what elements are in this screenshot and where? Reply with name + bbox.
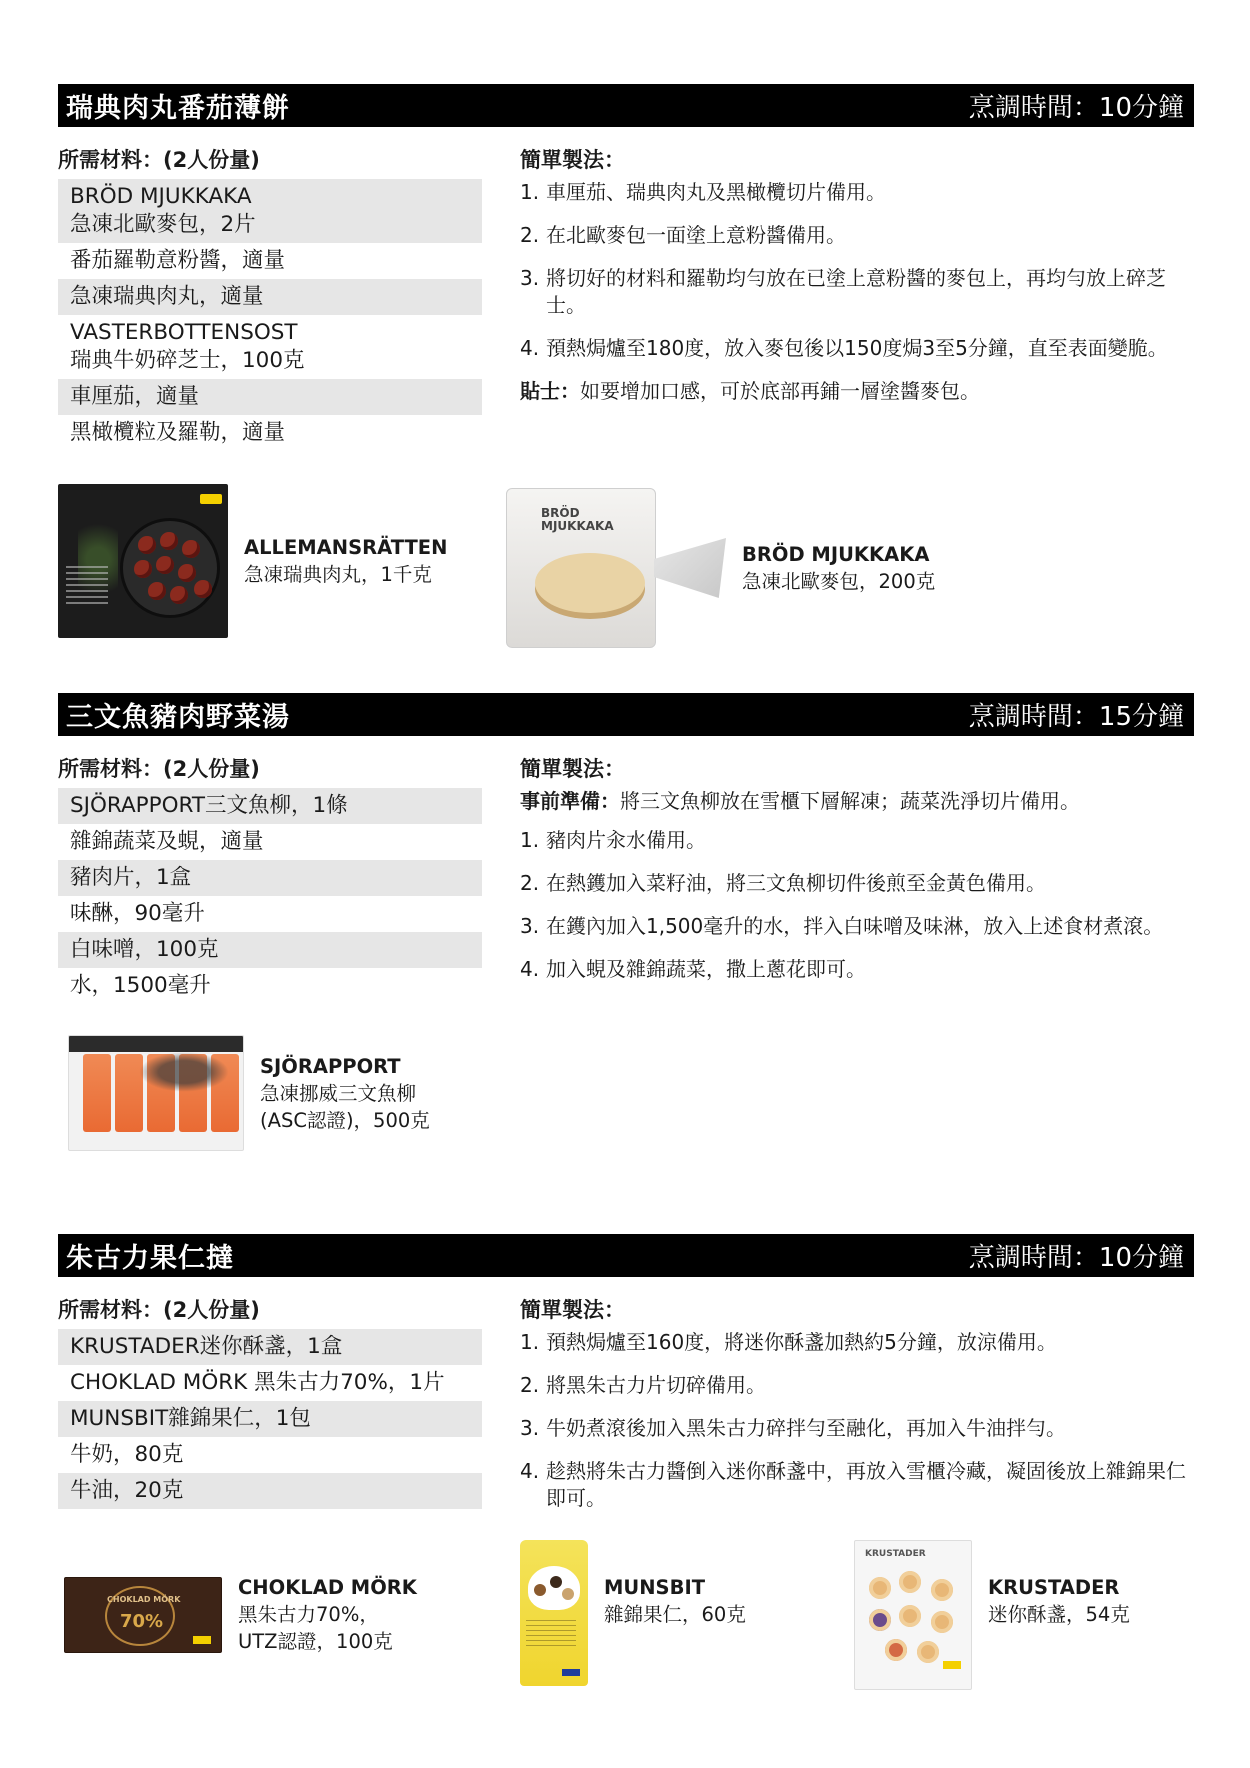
ingredient-item: 牛油，20克 bbox=[58, 1473, 482, 1509]
recipe-section bbox=[58, 84, 1194, 593]
ingredient-item: 豬肉片，1盒 bbox=[58, 860, 482, 896]
prep-text: 事前準備：將三文魚柳放在雪櫃下層解凍；蔬菜洗淨切片備用。 bbox=[520, 789, 1080, 813]
method-step: 3. 在鑊內加入1,500毫升的水，拌入白味噌及味淋，放入上述食材煮滾。 bbox=[520, 914, 1164, 938]
ingredient-item: 番茄羅勒意粉醬，適量 bbox=[70, 248, 286, 273]
product-name: CHOKLAD MÖRK bbox=[238, 1576, 417, 1599]
cooking-time: 烹調時間：10分鐘 bbox=[968, 1243, 1184, 1273]
product-desc: 急凍挪威三文魚柳 bbox=[260, 1081, 417, 1105]
recipe-section bbox=[58, 1234, 1194, 1653]
product-name: MUNSBIT bbox=[604, 1576, 706, 1599]
product-desc: UTZ認證，100克 bbox=[238, 1630, 393, 1653]
method-step: 1. 豬肉片汆水備用。 bbox=[520, 828, 706, 852]
tip-text: 貼士：如要增加口感，可於底部再鋪一層塗醬麥包。 bbox=[520, 379, 980, 403]
bread-package-image: BRÖD MJUKKAKA bbox=[506, 488, 726, 648]
method-column bbox=[520, 1295, 1194, 1528]
product-desc: 雜錦果仁，60克 bbox=[604, 1603, 746, 1626]
ingredient-item: 水，1500毫升 bbox=[70, 973, 211, 998]
method-step: 2. 在熱鑊加入菜籽油，將三文魚柳切件後煎至金黃色備用。 bbox=[520, 871, 1046, 895]
chocolate-bar-image: CHOKLAD MÖRK 70% bbox=[64, 1577, 222, 1653]
method-step: 1. 車厘茄、瑞典肉丸及黑橄欖切片備用。 bbox=[520, 180, 886, 204]
ingredient-item: BRÖD MJUKKAKA 急凍北歐麥包，2片 bbox=[58, 179, 482, 243]
ingredients-heading: 所需材料：(2人份量) bbox=[58, 1298, 260, 1322]
recipe-title-bar bbox=[58, 84, 1194, 127]
method-heading: 簡單製法： bbox=[520, 148, 625, 172]
product-desc: 急凍北歐麥包，200克 bbox=[742, 570, 936, 593]
method-step: 4. 趁熱將朱古力醬倒入迷你酥盞中，再放入雪櫃冷藏，凝固後放上雜錦果仁即可。 bbox=[520, 1459, 1186, 1510]
ingredient-item: MUNSBIT雜錦果仁，1包 bbox=[58, 1401, 482, 1437]
ingredient-item: 牛奶，80克 bbox=[70, 1442, 184, 1467]
cooking-time: 烹調時間：15分鐘 bbox=[968, 702, 1184, 732]
method-heading: 簡單製法： bbox=[520, 1298, 625, 1322]
product-card bbox=[68, 1035, 430, 1151]
ingredients-heading: 所需材料：(2人份量) bbox=[58, 148, 260, 172]
cooking-time: 烹調時間：10分鐘 bbox=[968, 93, 1184, 123]
ingredient-item: SJÖRAPPORT三文魚柳，1條 bbox=[58, 788, 482, 824]
ingredients-column bbox=[58, 145, 482, 451]
product-desc: 迷你酥盞，54克 bbox=[988, 1603, 1130, 1626]
product-card bbox=[520, 1540, 746, 1686]
recipe-title: 瑞典肉丸番茄薄餅 bbox=[66, 93, 290, 124]
product-desc: (ASC認證)，500克 bbox=[260, 1108, 430, 1132]
product-name: KRUSTADER bbox=[988, 1576, 1120, 1599]
recipe-title-bar bbox=[58, 1234, 1194, 1277]
product-name: SJÖRAPPORT bbox=[260, 1054, 401, 1078]
ingredient-item: VASTERBOTTENSOST 瑞典牛奶碎芝士，100克 bbox=[70, 320, 305, 373]
ingredient-item: 車厘茄，適量 bbox=[58, 379, 482, 415]
product-name: BRÖD MJUKKAKA bbox=[742, 543, 930, 566]
product-card bbox=[506, 488, 935, 648]
method-column bbox=[520, 145, 1194, 405]
ingredients-column bbox=[58, 754, 482, 1004]
product-name: ALLEMANSRÄTTEN bbox=[244, 536, 448, 559]
product-card bbox=[58, 484, 447, 638]
method-step: 4. 加入蜆及雜錦蔬菜，撒上蔥花即可。 bbox=[520, 957, 866, 981]
product-desc: 黑朱古力70%， bbox=[238, 1603, 379, 1626]
product-desc: 急凍瑞典肉丸，1千克 bbox=[244, 563, 432, 586]
ingredient-item: 雜錦蔬菜及蜆，適量 bbox=[70, 829, 264, 854]
meatball-package-image bbox=[58, 484, 228, 638]
nut-mix-package-image bbox=[520, 1540, 588, 1686]
ingredients-column bbox=[58, 1295, 482, 1509]
ingredient-item: 白味噌，100克 bbox=[58, 932, 482, 968]
ingredient-item: 味醂，90毫升 bbox=[70, 901, 205, 926]
method-column bbox=[520, 754, 1194, 999]
method-step: 1. 預熱焗爐至160度，將迷你酥盞加熱約5分鐘，放涼備用。 bbox=[520, 1330, 1057, 1354]
ingredient-item: 急凍瑞典肉丸，適量 bbox=[58, 279, 482, 315]
method-step: 3. 將切好的材料和羅勒均勻放在已塗上意粉醬的麥包上，再均勻放上碎芝士。 bbox=[520, 266, 1166, 317]
method-step: 4. 預熱焗爐至180度，放入麥包後以150度焗3至5分鐘，直至表面變脆。 bbox=[520, 336, 1168, 360]
tartlet-box-image: KRUSTADER bbox=[854, 1540, 972, 1690]
salmon-package-image bbox=[68, 1035, 244, 1151]
product-card bbox=[854, 1540, 1130, 1690]
method-heading: 簡單製法： bbox=[520, 757, 625, 781]
ingredient-item: KRUSTADER迷你酥盞，1盒 bbox=[58, 1329, 482, 1365]
ingredients-heading: 所需材料：(2人份量) bbox=[58, 757, 260, 781]
recipe-title: 朱古力果仁撻 bbox=[66, 1243, 234, 1274]
method-step: 3. 牛奶煮滾後加入黑朱古力碎拌勻至融化，再加入牛油拌勻。 bbox=[520, 1416, 1066, 1440]
recipe-title-bar bbox=[58, 693, 1194, 736]
recipe-section bbox=[58, 693, 1194, 1132]
recipe-title: 三文魚豬肉野菜湯 bbox=[66, 702, 290, 733]
method-step: 2. 將黑朱古力片切碎備用。 bbox=[520, 1373, 766, 1397]
ingredient-item: 黑橄欖粒及羅勒，適量 bbox=[70, 420, 286, 445]
product-card bbox=[64, 1574, 417, 1655]
method-step: 2. 在北歐麥包一面塗上意粉醬備用。 bbox=[520, 223, 846, 247]
ingredient-item: CHOKLAD MÖRK 黑朱古力70%，1片 bbox=[70, 1370, 445, 1395]
